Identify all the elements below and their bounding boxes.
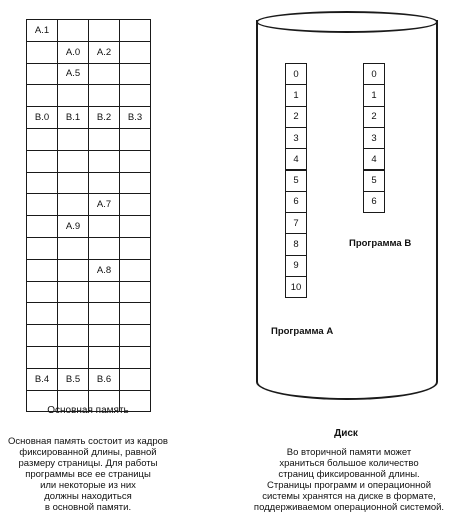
memory-frame: A.2 [88, 41, 120, 64]
memory-frame [26, 215, 58, 238]
memory-frame [88, 302, 120, 325]
memory-frame: B.1 [57, 106, 89, 129]
memory-frame [57, 193, 89, 216]
memory-frame [119, 368, 151, 391]
memory-frame [57, 324, 89, 347]
program-a-page: 10 [285, 276, 307, 298]
main-memory-grid [26, 19, 150, 411]
disk-cylinder-top [256, 11, 438, 33]
memory-frame [57, 150, 89, 173]
program-b-page: 2 [363, 106, 385, 128]
memory-frame [119, 63, 151, 86]
program-a-page: 6 [285, 191, 307, 213]
memory-frame: B.0 [26, 106, 58, 129]
disk-title: Диск [334, 428, 358, 439]
memory-frame [57, 128, 89, 151]
memory-frame [119, 346, 151, 369]
memory-frame [57, 302, 89, 325]
memory-frame [88, 281, 120, 304]
memory-frame [119, 128, 151, 151]
memory-frame: B.6 [88, 368, 120, 391]
memory-frame [119, 281, 151, 304]
memory-frame [26, 63, 58, 86]
memory-frame [88, 84, 120, 107]
memory-frame [57, 259, 89, 282]
program-a-page: 7 [285, 212, 307, 234]
memory-frame [57, 346, 89, 369]
program-b-page: 6 [363, 191, 385, 213]
program-a-page: 2 [285, 106, 307, 128]
memory-frame [26, 302, 58, 325]
memory-frame [119, 324, 151, 347]
memory-frame [119, 41, 151, 64]
memory-frame: A.0 [57, 41, 89, 64]
program-a-page: 0 [285, 63, 307, 85]
memory-frame [119, 259, 151, 282]
memory-frame: A.7 [88, 193, 120, 216]
memory-frame [26, 237, 58, 260]
memory-frame [119, 150, 151, 173]
memory-frame [26, 346, 58, 369]
program-b-label: Программа В [349, 238, 412, 249]
disk-description: Во вторичной памяти может храниться большое количество страниц фиксированной длины. Страницы программ и операционной системы хранятся на диске в формате, поддерживаемом операционной системой. [253, 447, 445, 513]
memory-frame: A.9 [57, 215, 89, 238]
memory-frame: B.4 [26, 368, 58, 391]
memory-frame [119, 84, 151, 107]
memory-frame [57, 84, 89, 107]
memory-frame: B.3 [119, 106, 151, 129]
memory-frame [57, 19, 89, 42]
memory-frame [26, 281, 58, 304]
memory-frame: A.5 [57, 63, 89, 86]
memory-frame: B.5 [57, 368, 89, 391]
memory-frame [119, 19, 151, 42]
memory-frame [88, 346, 120, 369]
program-b-page: 3 [363, 127, 385, 149]
memory-frame [88, 150, 120, 173]
memory-frame [119, 193, 151, 216]
memory-frame [88, 237, 120, 260]
program-a-page: 5 [285, 170, 307, 192]
memory-frame [26, 41, 58, 64]
memory-frame [57, 237, 89, 260]
program-b-page: 5 [363, 170, 385, 192]
memory-frame [88, 215, 120, 238]
memory-frame [26, 324, 58, 347]
program-a-label: Программа А [271, 326, 334, 337]
memory-frame: B.2 [88, 106, 120, 129]
memory-frame [88, 324, 120, 347]
main-memory-title: Основная память [47, 405, 129, 416]
memory-frame [26, 84, 58, 107]
program-a-page: 3 [285, 127, 307, 149]
program-a-page: 4 [285, 148, 307, 170]
memory-frame [119, 172, 151, 195]
memory-frame [119, 302, 151, 325]
program-a-page: 8 [285, 233, 307, 255]
program-a-page: 1 [285, 84, 307, 106]
memory-frame [26, 128, 58, 151]
memory-frame [26, 172, 58, 195]
program-a-page: 9 [285, 255, 307, 277]
program-b-page: 0 [363, 63, 385, 85]
memory-frame: A.8 [88, 259, 120, 282]
memory-frame [57, 172, 89, 195]
memory-frame [88, 63, 120, 86]
memory-frame [26, 193, 58, 216]
memory-frame: A.1 [26, 19, 58, 42]
memory-frame [119, 237, 151, 260]
memory-frame [88, 19, 120, 42]
memory-frame [119, 215, 151, 238]
disk-cylinder [256, 20, 438, 400]
memory-frame [26, 150, 58, 173]
program-b-page: 1 [363, 84, 385, 106]
main-memory-description: Основная память состоит из кадров фиксированной длины, равной размеру страницы. Для работы программы все ее страницы или некоторые из них должны находиться в основной памяти. [8, 436, 168, 513]
memory-frame [57, 281, 89, 304]
memory-frame [88, 172, 120, 195]
program-b-page: 4 [363, 148, 385, 170]
memory-frame [88, 128, 120, 151]
memory-frame [26, 259, 58, 282]
